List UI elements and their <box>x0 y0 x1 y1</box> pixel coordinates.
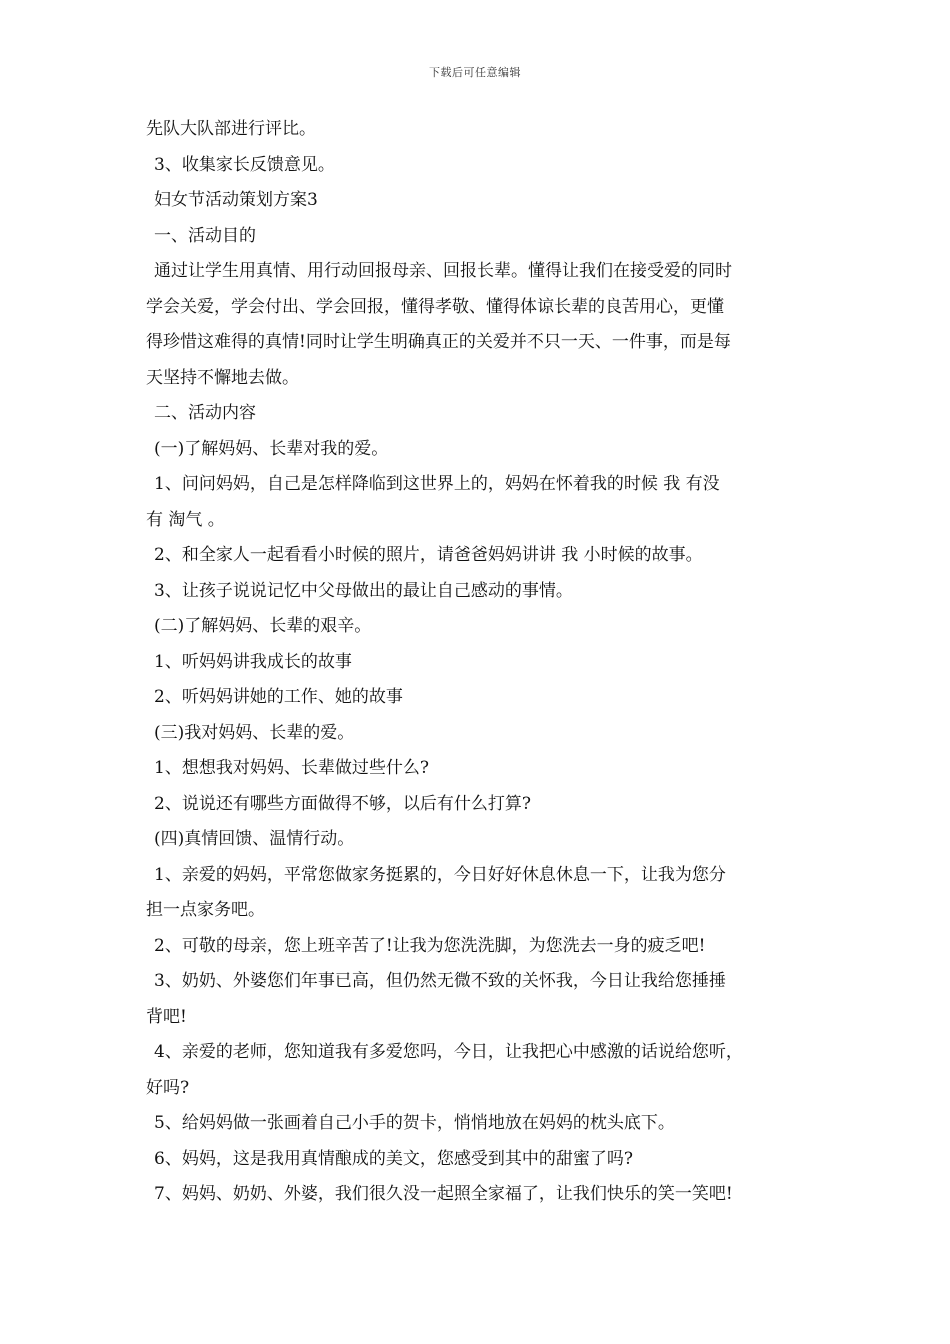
paragraph-line: 6、妈妈，这是我用真情酿成的美文，您感受到其中的甜蜜了吗? <box>154 1148 633 1169</box>
paragraph-line: 通过让学生用真情、用行动回报母亲、回报长辈。懂得让我们在接受爱的同时 <box>154 261 732 281</box>
paragraph-line: 3、让孩子说说记忆中父母做出的最让自己感动的事情。 <box>154 580 573 601</box>
document-body <box>146 112 811 1213</box>
paragraph-line: 好吗? <box>146 1077 190 1098</box>
paragraph-line: 学会关爱，学会付出、学会回报，懂得孝敬、懂得体谅长辈的良苦用心，更懂 <box>146 296 724 317</box>
paragraph-line: (二)了解妈妈、长辈的艰辛。 <box>154 616 372 636</box>
paragraph-line: 1、想想我对妈妈、长辈做过些什么? <box>154 758 429 778</box>
paragraph-line: 二、活动内容 <box>154 403 256 423</box>
paragraph-line: 得珍惜这难得的真情!同时让学生明确真正的关爱并不只一天、一件事，而是每 <box>146 332 731 352</box>
paragraph-line: 3、奶奶、外婆您们年事已高，但仍然无微不致的关怀我，今日让我给您捶捶 <box>154 971 726 991</box>
paragraph-line: (三)我对妈妈、长辈的爱。 <box>154 722 355 743</box>
paragraph-line: 天坚持不懈地去做。 <box>146 367 299 388</box>
paragraph-line: 3、收集家长反馈意见。 <box>154 154 335 175</box>
paragraph-line: 2、可敬的母亲，您上班辛苦了!让我为您洗洗脚，为您洗去一身的疲乏吧! <box>154 935 706 956</box>
paragraph-line: 一、活动目的 <box>154 225 256 246</box>
paragraph-line: (四)真情回馈、温情行动。 <box>154 829 355 849</box>
paragraph-line: (一)了解妈妈、长辈对我的爱。 <box>154 438 389 459</box>
paragraph-line: 背吧! <box>146 1006 187 1027</box>
paragraph-line: 1、亲爱的妈妈，平常您做家务挺累的，今日好好休息休息一下，让我为您分 <box>154 864 726 885</box>
paragraph-line: 担一点家务吧。 <box>146 900 265 920</box>
paragraph-line: 5、给妈妈做一张画着自己小手的贺卡，悄悄地放在妈妈的枕头底下。 <box>154 1113 675 1133</box>
paragraph-line: 7、妈妈、奶奶、外婆，我们很久没一起照全家福了，让我们快乐的笑一笑吧! <box>154 1184 733 1204</box>
paragraph-line: 1、听妈妈讲我成长的故事 <box>154 651 352 672</box>
paragraph-line: 先队大队部进行评比。 <box>146 119 316 139</box>
paragraph-line: 2、和全家人一起看看小时候的照片，请爸爸妈妈讲讲 我 小时候的故事。 <box>154 545 703 565</box>
paragraph-line: 妇女节活动策划方案3 <box>154 190 318 210</box>
page-header: 下载后可任意编辑 <box>429 66 521 79</box>
paragraph-line: 1、问问妈妈，自己是怎样降临到这世界上的，妈妈在怀着我的时候 我 有没 <box>154 474 720 494</box>
paragraph-line: 有 淘气 。 <box>146 509 225 530</box>
paragraph-line: 2、说说还有哪些方面做得不够，以后有什么打算? <box>154 793 531 814</box>
paragraph-line: 2、听妈妈讲她的工作、她的故事 <box>154 687 403 707</box>
paragraph-line: 4、亲爱的老师，您知道我有多爱您吗，今日，让我把心中感激的话说给您听， <box>154 1042 743 1062</box>
